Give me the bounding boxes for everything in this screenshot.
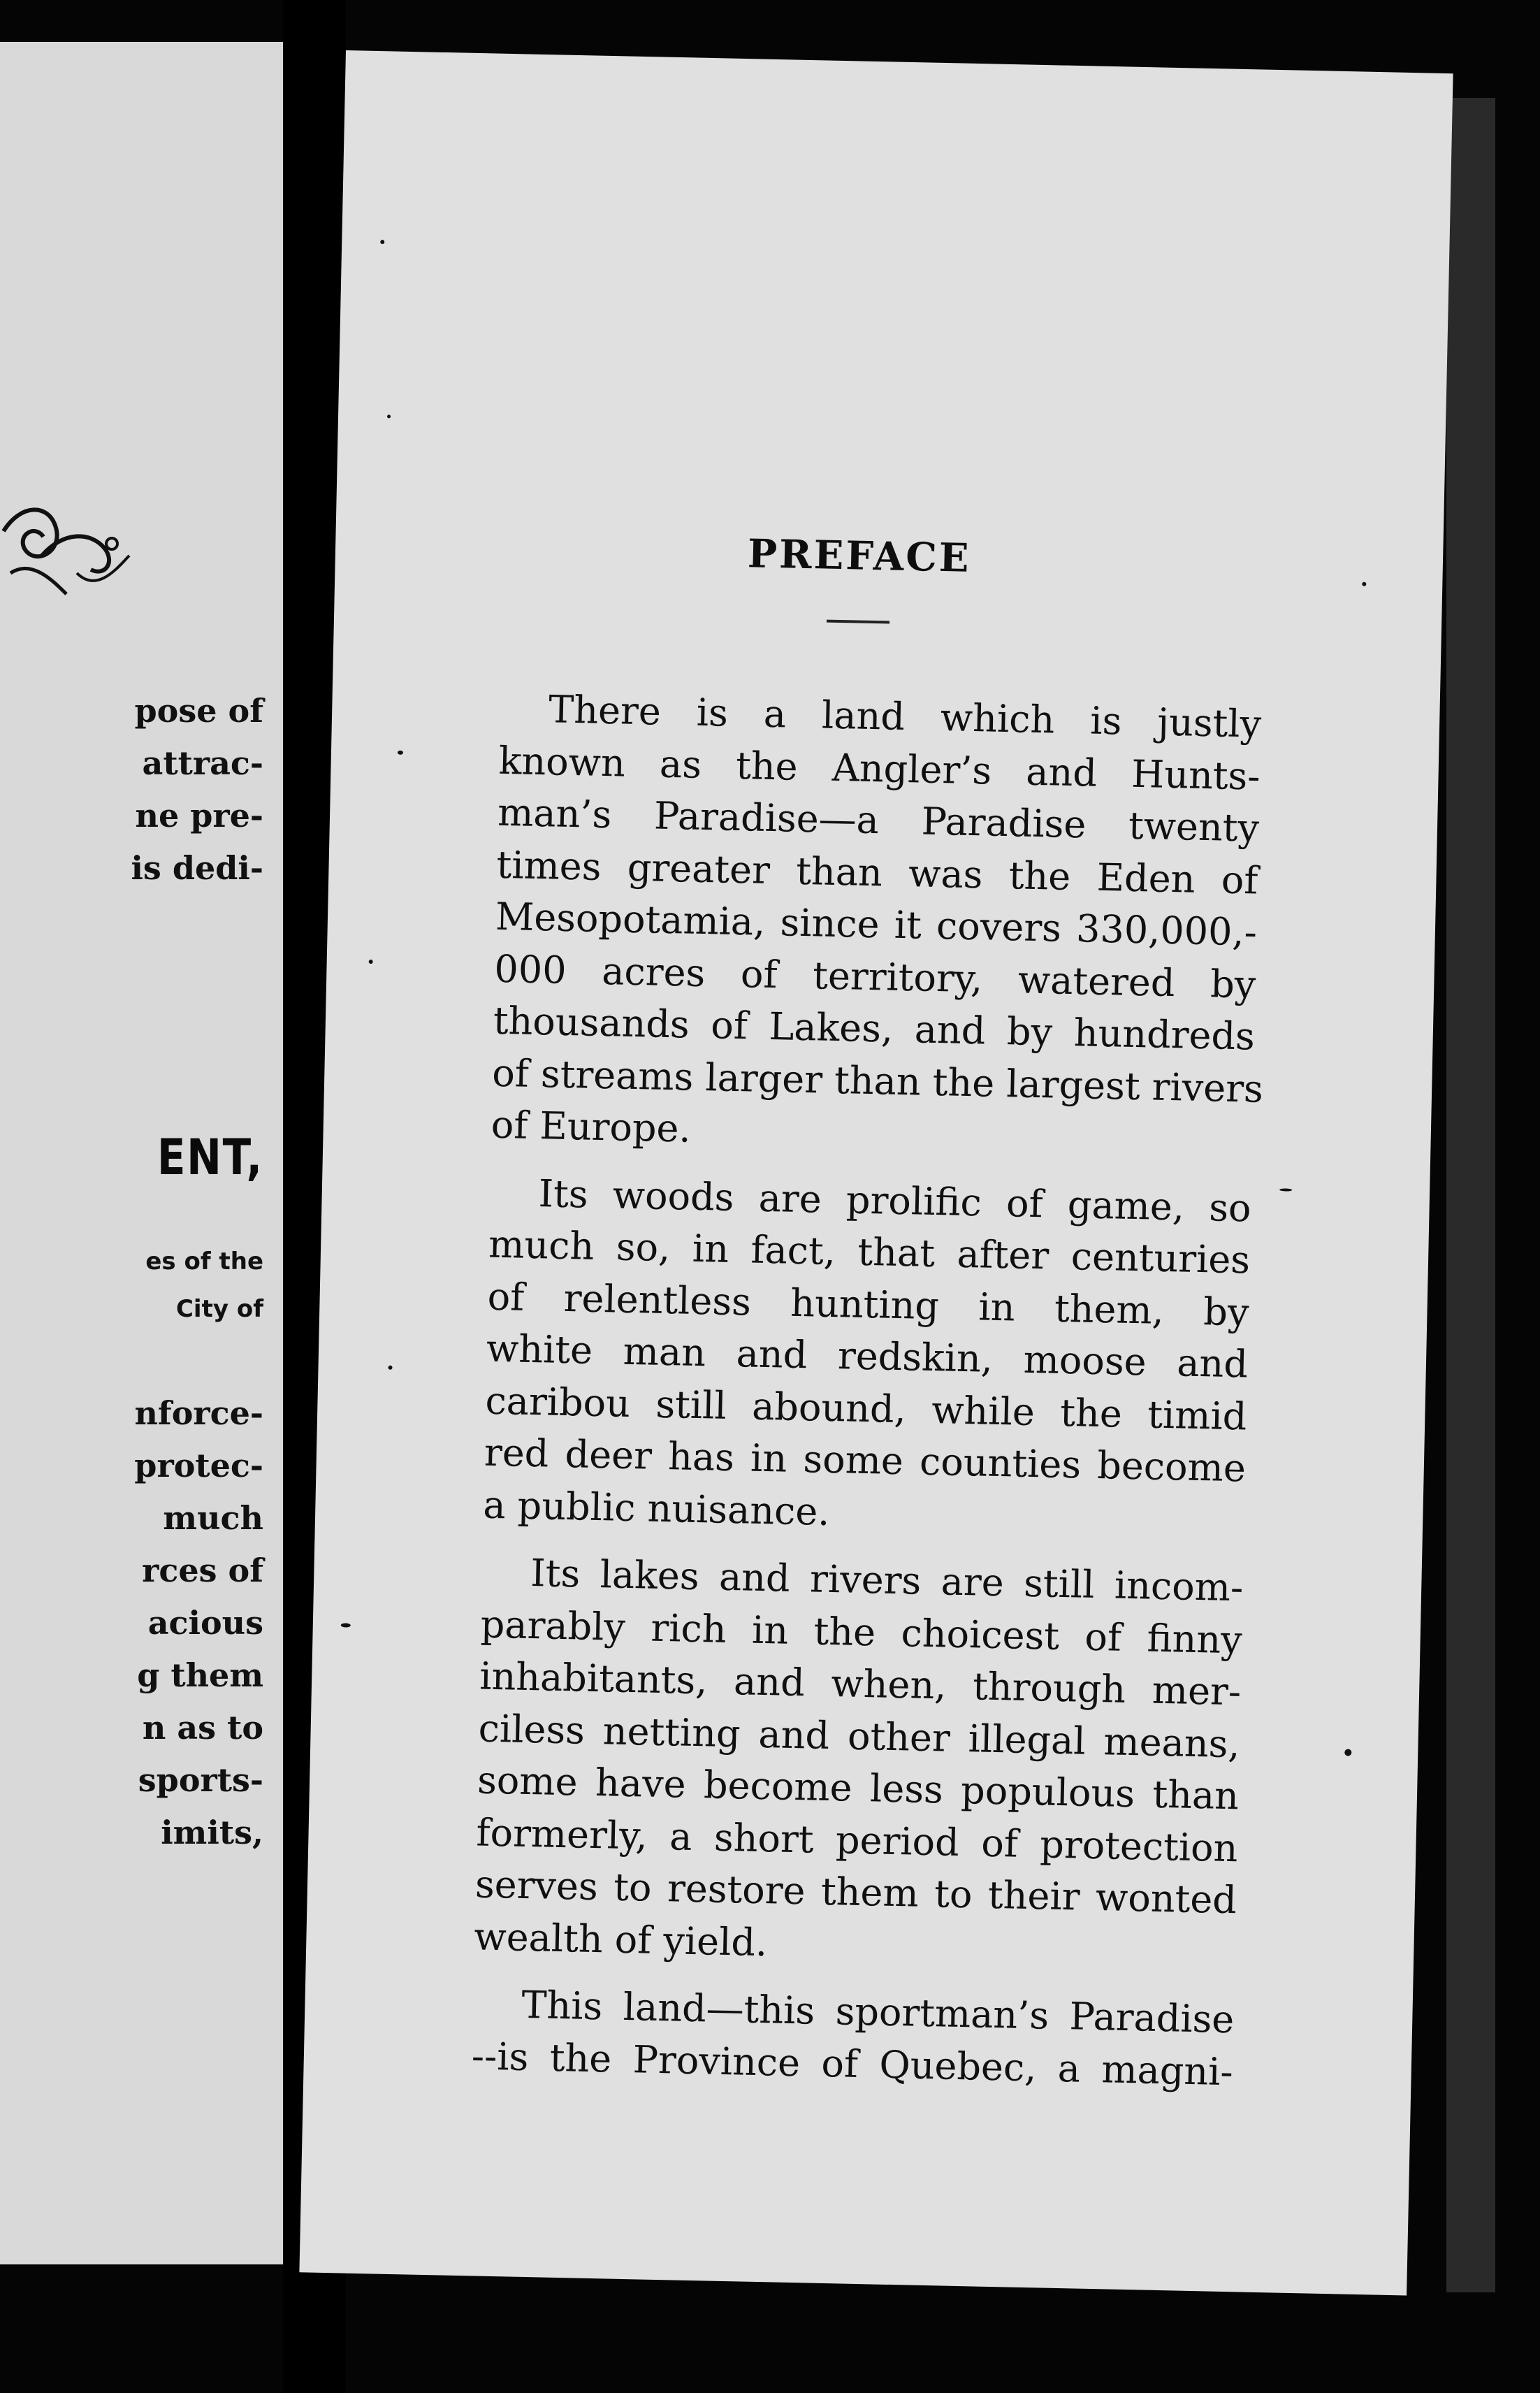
left-line: ne pre- — [135, 797, 263, 834]
scan-speck — [387, 414, 391, 418]
left-line: n as to — [142, 1709, 263, 1747]
text-line: parably rich in the choicest of finny — [480, 1602, 1243, 1662]
left-line: imits, — [161, 1814, 263, 1851]
paragraph-1 — [442, 681, 1262, 1167]
left-line: pose of — [134, 692, 263, 730]
left-line: acious — [147, 1604, 263, 1642]
scan-speck — [398, 751, 403, 755]
left-line: is dedi- — [131, 849, 263, 887]
page-title: PREFACE — [747, 530, 972, 581]
scan-speck — [388, 1366, 392, 1370]
text-line: of Europe. — [491, 1102, 692, 1151]
text-line: There is a land which is justly — [548, 687, 1262, 746]
text-line: This land—this sportman’s Paradise — [521, 1982, 1235, 2042]
text-line: white man and redskin, moose and — [486, 1326, 1249, 1387]
left-page-fragment — [0, 42, 283, 2264]
text-line: man’s Paradise—a Paradise twenty — [497, 790, 1260, 851]
left-heading: ENT, — [157, 1129, 263, 1186]
left-line: sports- — [138, 1761, 263, 1799]
text-line: Mesopotamia, since it covers 330,000,- — [495, 894, 1258, 955]
preface-text — [422, 681, 1262, 2113]
text-line: 000 acres of territory, watered by — [493, 946, 1256, 1007]
left-line: es of the — [145, 1248, 263, 1275]
left-line: protec- — [134, 1447, 263, 1484]
text-line: Its lakes and rivers are still incom- — [530, 1551, 1244, 1610]
text-line: some have become less populous than — [477, 1758, 1240, 1819]
scan-speck — [380, 240, 384, 244]
scan-speck — [341, 1623, 351, 1627]
left-line: rces of — [142, 1552, 263, 1589]
text-line: ciless netting and other illegal means, — [478, 1706, 1241, 1766]
text-line: known as the Angler’s and Hunts- — [498, 738, 1261, 799]
title-rule — [827, 620, 889, 624]
text-line: of streams larger than the largest rivers — [491, 1050, 1264, 1111]
scan-speck — [369, 960, 373, 964]
text-line: a public nuisance. — [482, 1482, 831, 1534]
text-line: of relentless hunting in them, by — [487, 1274, 1250, 1334]
scan-speck — [1279, 1188, 1292, 1191]
left-line: attrac- — [142, 744, 263, 782]
text-line: Its woods are prolific of game, so — [538, 1171, 1252, 1230]
scan-speck — [1362, 582, 1366, 586]
text-line: caribou still abound, while the timid — [484, 1378, 1248, 1438]
text-line: formerly, a short period of protection — [475, 1809, 1239, 1870]
text-line: red deer has in some counties become — [484, 1430, 1247, 1491]
preface-page — [299, 50, 1453, 2295]
text-line: times greater than was the Eden of — [495, 842, 1259, 903]
paragraph-4 — [422, 1977, 1235, 2098]
text-line: --is the Province of Quebec, a magni- — [471, 2033, 1234, 2094]
paragraph-2 — [434, 1166, 1252, 1547]
text-line: inhabitants, and when, through mer- — [479, 1654, 1242, 1714]
ornament-flourish-icon — [0, 489, 133, 608]
text-line: wealth of yield. — [473, 1914, 768, 1965]
page-edge — [1446, 98, 1495, 2292]
left-line: g them — [137, 1656, 263, 1694]
left-line: nforce- — [134, 1394, 263, 1432]
scan-speck — [1344, 1749, 1351, 1756]
text-line: much so, in fact, that after centuries — [488, 1222, 1251, 1282]
paragraph-3 — [425, 1545, 1244, 1979]
left-line: City of — [175, 1295, 263, 1323]
left-line: much — [163, 1499, 263, 1537]
text-line: serves to restore them to their wonted — [474, 1862, 1237, 1923]
text-line: thousands of Lakes, and by hundreds — [493, 998, 1256, 1059]
